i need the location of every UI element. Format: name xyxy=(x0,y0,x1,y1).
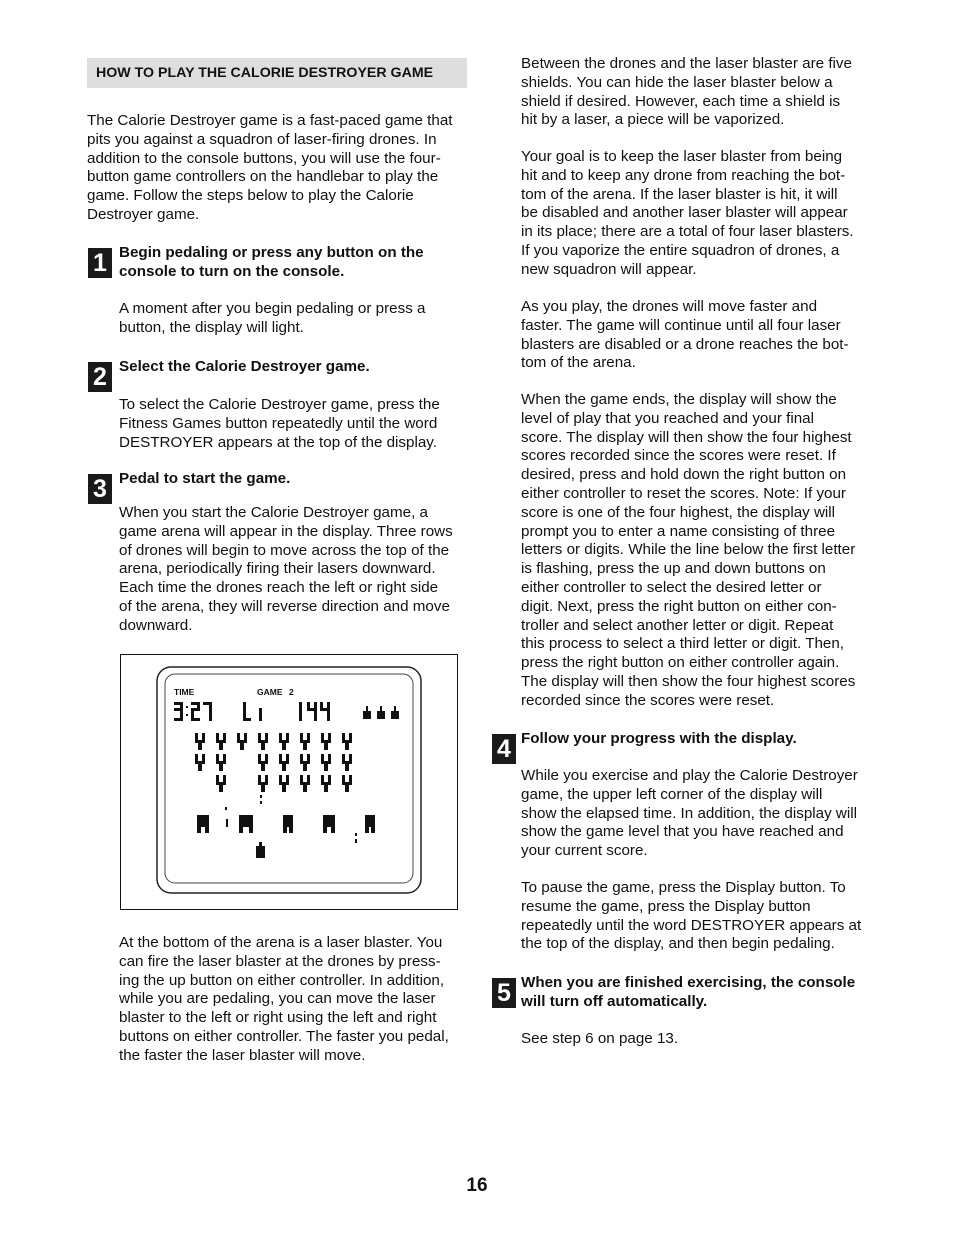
shields-paragraph: Between the drones and the laser blaster are five shields. You can hide the laser blaster below a shield if desired. However, each time a shield is hit by a laser, a piece will be vaporized. xyxy=(521,55,852,129)
laser-shot xyxy=(225,807,227,810)
time-label: TIME xyxy=(174,687,195,697)
blaster-paragraph: At the bottom of the arena is a laser blaster. You can fire the laser blaster at the drones by press- ing the up button on either controller. In addition, while you are pedaling, you can move the laser blaster to the left or right using the left and right buttons on either controller. The faster you pedal, the faster the laser blaster will move. xyxy=(119,934,449,1064)
game-end-paragraph: When the game ends, the display will show the level of play that you reached and your final score. The display will then show the four highest scores recorded since the scores were reset. If desired, press and hold down the right button on either controller to reset the scores. Note: If your score is one of the four highest, the display will prompt you to enter a name consisting of three letters or digits. While the line below the first letter is flashing, press the up and down buttons on either controller to select the desired letter or digit. Next, press the right button on either con- troller and select another letter or digit. Repeat this process to select a third letter or digit. Then, press the right button on either controller again. The display will then show the four highest scores recorded since the scores were reset. xyxy=(521,391,856,709)
game-display-illustration xyxy=(121,655,456,908)
step-1-title: Begin pedaling or press any button on the console to turn on the console. xyxy=(119,244,424,280)
game-label: GAME xyxy=(257,687,283,697)
step-2-number: 2 xyxy=(88,362,112,392)
step-5-body: See step 6 on page 13. xyxy=(521,1030,679,1047)
speed-paragraph: As you play, the drones will move faster and faster. The game will continue until all four laser blasters are disabled or a drone reaches the bot- tom of the arena. xyxy=(521,298,849,372)
step-4-number: 4 xyxy=(492,734,516,764)
console-display-figure xyxy=(120,654,458,910)
section-title: HOW TO PLAY THE CALORIE DESTROYER GAME xyxy=(87,58,467,88)
step-4-body-1: While you exercise and play the Calorie Destroyer game, the upper left corner of the display will show the elapsed time. In addition, the display will show the game level that you have reached and your current score. xyxy=(521,767,858,860)
goal-paragraph: Your goal is to keep the laser blaster from being hit and to keep any drone from reaching the bot- tom of the arena. If the laser blaster is hit, it will be disabled and another laser blaster will appear in its place; there are a total of four laser blasters. If you vaporize the entire squadron of drones, a new squadron will appear. xyxy=(521,148,854,278)
step-4-title: Follow your progress with the display. xyxy=(521,730,797,747)
intro-paragraph: The Calorie Destroyer game is a fast-paced game that pits you against a squadron of laser-firing drones. In addition to the console buttons, you will use the four- button game controllers on the handlebar to play the game. Follow the steps below to play the Calorie Destroyer game. xyxy=(87,112,453,223)
step-1-number: 1 xyxy=(88,248,112,278)
step-1-body: A moment after you begin pedaling or press a button, the display will light. xyxy=(119,300,426,336)
step-5-title: When you are finished exercising, the console will turn off automatically. xyxy=(521,974,856,1010)
step-4-body-2: To pause the game, press the Display button. To resume the game, press the Display button repeatedly until the word DESTROYER appears at the top of the display, and then begin pedaling. xyxy=(521,879,862,953)
page-number: 16 xyxy=(466,1175,488,1196)
step-3-body: When you start the Calorie Destroyer game, a game arena will appear in the display. Three rows of drones will begin to move across the top of the arena, periodically firing their lasers downward. Each time the drones reach the left or right side of the arena, they will reverse direction and move downward. xyxy=(119,504,453,634)
step-5-number: 5 xyxy=(492,978,516,1008)
step-2-body: To select the Calorie Destroyer game, press the Fitness Games button repeatedly until the word DESTROYER appears at the top of the display. xyxy=(119,396,440,451)
game-number: 2 xyxy=(289,687,294,697)
step-3-title: Pedal to start the game. xyxy=(119,470,291,487)
shield-fragment xyxy=(226,819,228,827)
laser-shot xyxy=(260,801,262,804)
laser-shot xyxy=(260,795,262,798)
step-3-number: 3 xyxy=(88,474,112,504)
laser-shot xyxy=(355,833,357,836)
laser-shot xyxy=(355,839,357,843)
step-2-title: Select the Calorie Destroyer game. xyxy=(119,358,370,375)
